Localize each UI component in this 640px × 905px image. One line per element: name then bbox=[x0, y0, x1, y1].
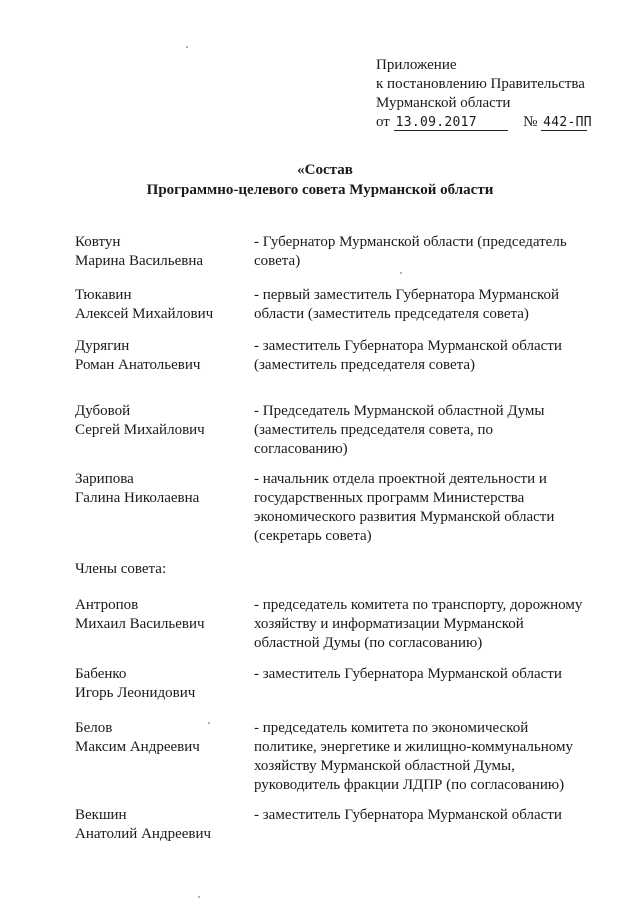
scan-speck bbox=[208, 722, 210, 724]
appendix-region: Мурманской области bbox=[376, 95, 511, 111]
members-heading: Члены совета: bbox=[75, 561, 167, 577]
person-name: Антропов Михаил Васильевич bbox=[75, 597, 205, 632]
person-role: - первый заместитель Губернатора Мурманской области (заместитель председателя совета) bbox=[254, 287, 560, 322]
scan-speck bbox=[186, 46, 188, 48]
person-name: Зарипова Галина Николаевна bbox=[75, 471, 200, 506]
document-subtitle: Программно-целевого совета Мурманской области bbox=[146, 182, 494, 198]
appendix-header bbox=[376, 56, 592, 132]
person-name: Ковтун Марина Васильевна bbox=[75, 234, 204, 269]
person-name: Дурягин Роман Анатольевич bbox=[75, 338, 201, 373]
scan-speck bbox=[400, 272, 402, 274]
person-role: - заместитель Губернатора Мурманской области bbox=[254, 666, 562, 682]
decree-number: 442-ПП bbox=[543, 115, 592, 130]
document-title: «Состав bbox=[297, 162, 353, 178]
scan-speck bbox=[198, 896, 200, 898]
person-name: Дубовой Сергей Михайлович bbox=[75, 403, 205, 438]
person-role: - начальник отдела проектной деятельности и государственных программ Министерства экономического развития Мурманской области (секретарь совета) bbox=[254, 471, 555, 544]
person-role: - Губернатор Мурманской области (председатель совета) bbox=[254, 234, 567, 269]
person-role: - заместитель Губернатора Мурманской области bbox=[254, 807, 562, 823]
person-role: - председатель комитета по экономической политике, энергетике и жилищно-коммунальному хозяйству Мурманской областной Думы, руководитель фракции ЛДПР (по согласованию) bbox=[254, 720, 573, 793]
number-sign: № bbox=[523, 114, 538, 130]
person-role: - председатель комитета по транспорту, дорожному хозяйству и информатизации Мурманской областной Думы (по согласованию) bbox=[254, 597, 583, 651]
appendix-decree-ref: к постановлению Правительства bbox=[376, 76, 585, 92]
decree-date: 13.09.2017 bbox=[394, 116, 508, 131]
person-name: Белов Максим Андреевич bbox=[75, 720, 200, 755]
person-name: Бабенко Игорь Леонидович bbox=[75, 666, 196, 701]
appendix-title: Приложение bbox=[376, 57, 457, 73]
appendix-date-number-line bbox=[376, 113, 592, 132]
person-role: - Председатель Мурманской областной Думы (заместитель председателя совета, по согласованию) bbox=[254, 403, 545, 457]
person-name: Тюкавин Алексей Михайлович bbox=[75, 287, 214, 322]
person-name: Векшин Анатолий Андреевич bbox=[75, 807, 212, 842]
person-role: - заместитель Губернатора Мурманской области (заместитель председателя совета) bbox=[254, 338, 562, 373]
date-prefix: от bbox=[376, 114, 390, 130]
